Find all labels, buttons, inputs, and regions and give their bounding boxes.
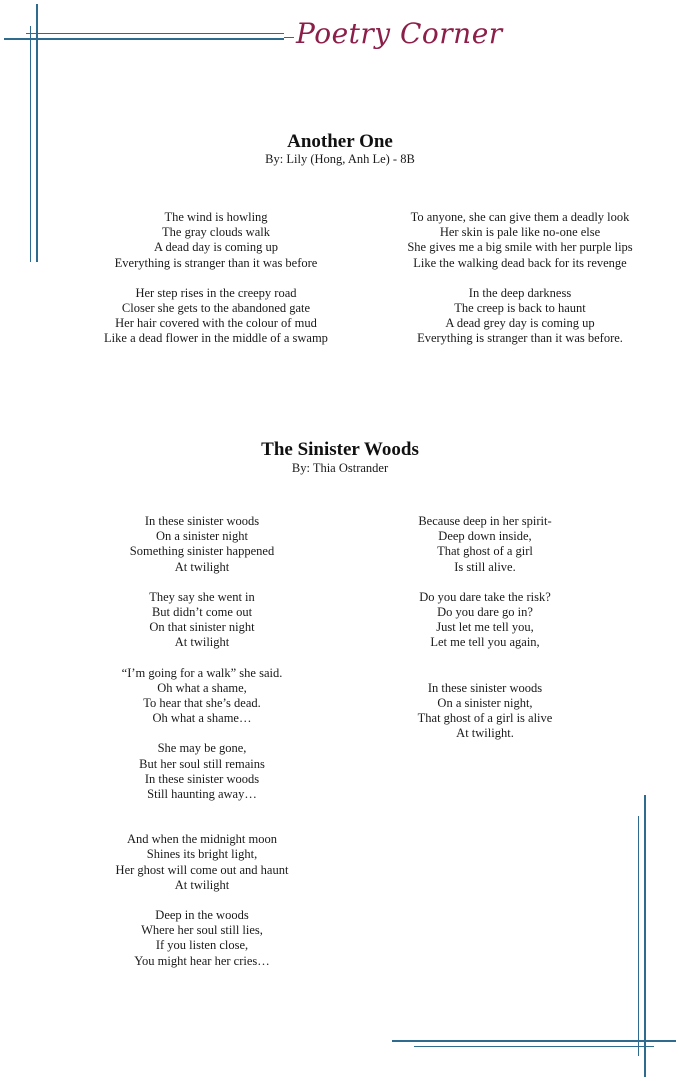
poem-line: Everything is stranger than it was before xyxy=(114,255,318,270)
poem-stanza xyxy=(92,908,312,969)
poem-line: Her step rises in the creepy road xyxy=(135,285,297,300)
poem-line: In the deep darkness xyxy=(468,285,572,300)
poem-line: Her ghost will come out and haunt xyxy=(115,862,289,877)
poem-line: Oh what a shame… xyxy=(152,711,252,726)
poem-line: In these sinister woods xyxy=(427,680,543,695)
poem-line: Let me tell you again, xyxy=(430,635,540,650)
poem-line: But didn’t come out xyxy=(151,605,253,620)
poem-line: The wind is howling xyxy=(164,210,268,224)
poem-line: On a sinister night, xyxy=(437,695,533,710)
poem-line: To anyone, she can give them a deadly look xyxy=(410,210,630,224)
poem-line: In these sinister woods xyxy=(144,514,260,528)
poem1-left-column xyxy=(74,210,358,347)
poem-line: Deep in the woods xyxy=(155,908,249,923)
poem-line: At twilight. xyxy=(456,726,514,741)
poem-line: Deep down inside, xyxy=(438,529,532,544)
poem-line: She gives me a big smile with her purple lips xyxy=(407,240,633,255)
poem-line: “I’m going for a walk” she said. xyxy=(121,665,283,680)
poem-line: Is still alive. xyxy=(454,559,516,574)
poem-line: Something sinister happened xyxy=(129,544,275,559)
poem-line: To hear that she’s dead. xyxy=(143,696,261,711)
poem-line: That ghost of a girl xyxy=(437,544,533,559)
poem-line: That ghost of a girl is alive xyxy=(417,711,553,726)
poem-stanza xyxy=(380,286,660,347)
poem-author-lily: By: Lily (Hong, Anh Le) - 8B xyxy=(265,152,415,166)
poem-line: But her soul still remains xyxy=(139,756,265,771)
poem-stanza xyxy=(380,590,590,651)
poem-line: Like the walking dead back for its revenge xyxy=(413,255,627,270)
poem-stanza xyxy=(74,210,358,271)
poem-line: A dead grey day is coming up xyxy=(445,316,595,331)
poem-line: Shines its bright light, xyxy=(146,847,258,862)
poem-line: At twilight xyxy=(174,559,230,574)
poem-line: If you listen close, xyxy=(155,938,249,953)
poem-stanza xyxy=(74,286,358,347)
poem-line: Do you dare take the risk? xyxy=(419,589,551,604)
poem-line: Oh what a shame, xyxy=(157,680,247,695)
poem-line: Where her soul still lies, xyxy=(141,923,263,938)
poem1-right-column xyxy=(380,210,660,347)
poem-title-another-one: Another One xyxy=(287,131,393,152)
poem-stanza xyxy=(380,514,590,575)
poem-stanza xyxy=(92,741,312,802)
frame-line-top-ext xyxy=(284,37,294,38)
poem2-right-column xyxy=(380,514,590,741)
poem2-left-column xyxy=(92,514,312,969)
poem-line: You might hear her cries… xyxy=(134,953,270,968)
poem-line: Do you dare go in? xyxy=(437,605,533,620)
frame-line-right-long xyxy=(644,795,646,1077)
poem-line: And when the midnight moon xyxy=(127,832,277,847)
poem-author-thia: By: Thia Ostrander xyxy=(291,461,389,475)
frame-line-right-short xyxy=(638,816,639,1056)
poem-line: Closer she gets to the abandoned gate xyxy=(121,301,311,316)
poem-stanza xyxy=(92,590,312,651)
poem-line: Her hair covered with the colour of mud xyxy=(115,316,317,331)
poem-stanza xyxy=(92,666,312,727)
frame-line-bottom-long xyxy=(392,1040,676,1042)
poem-line: On a sinister night xyxy=(155,529,248,544)
poem-line: Just let me tell you, xyxy=(436,620,534,635)
frame-line-top-long xyxy=(4,38,284,40)
poem-line: Her skin is pale like no-one else xyxy=(439,225,601,240)
poem-line: Because deep in her spirit- xyxy=(418,514,552,528)
poem-stanza xyxy=(92,832,312,893)
poem-line: Everything is stranger than it was before. xyxy=(417,331,623,346)
poem-line: The gray clouds walk xyxy=(162,225,270,240)
frame-line-bottom-short xyxy=(414,1046,654,1047)
poem-line: On that sinister night xyxy=(149,620,255,635)
poem-line: The creep is back to haunt xyxy=(454,301,586,316)
page-title: Poetry Corner xyxy=(296,17,503,50)
poem-line: At twilight xyxy=(174,635,230,650)
poem-line: At twilight xyxy=(174,877,230,892)
poem-stanza xyxy=(92,514,312,575)
poem-stanza xyxy=(380,210,660,271)
poem-line: They say she went in xyxy=(149,589,255,604)
poem-line: Like a dead flower in the middle of a swamp xyxy=(104,331,328,346)
poem-title-sinister-woods: The Sinister Woods xyxy=(261,439,419,460)
poem-line: A dead day is coming up xyxy=(154,240,278,255)
poem-stanza xyxy=(380,681,590,742)
frame-line-top-short xyxy=(26,33,284,34)
poem-line: She may be gone, xyxy=(157,741,247,756)
poem-line: In these sinister woods xyxy=(144,771,260,786)
poem-line: Still haunting away… xyxy=(147,787,257,802)
